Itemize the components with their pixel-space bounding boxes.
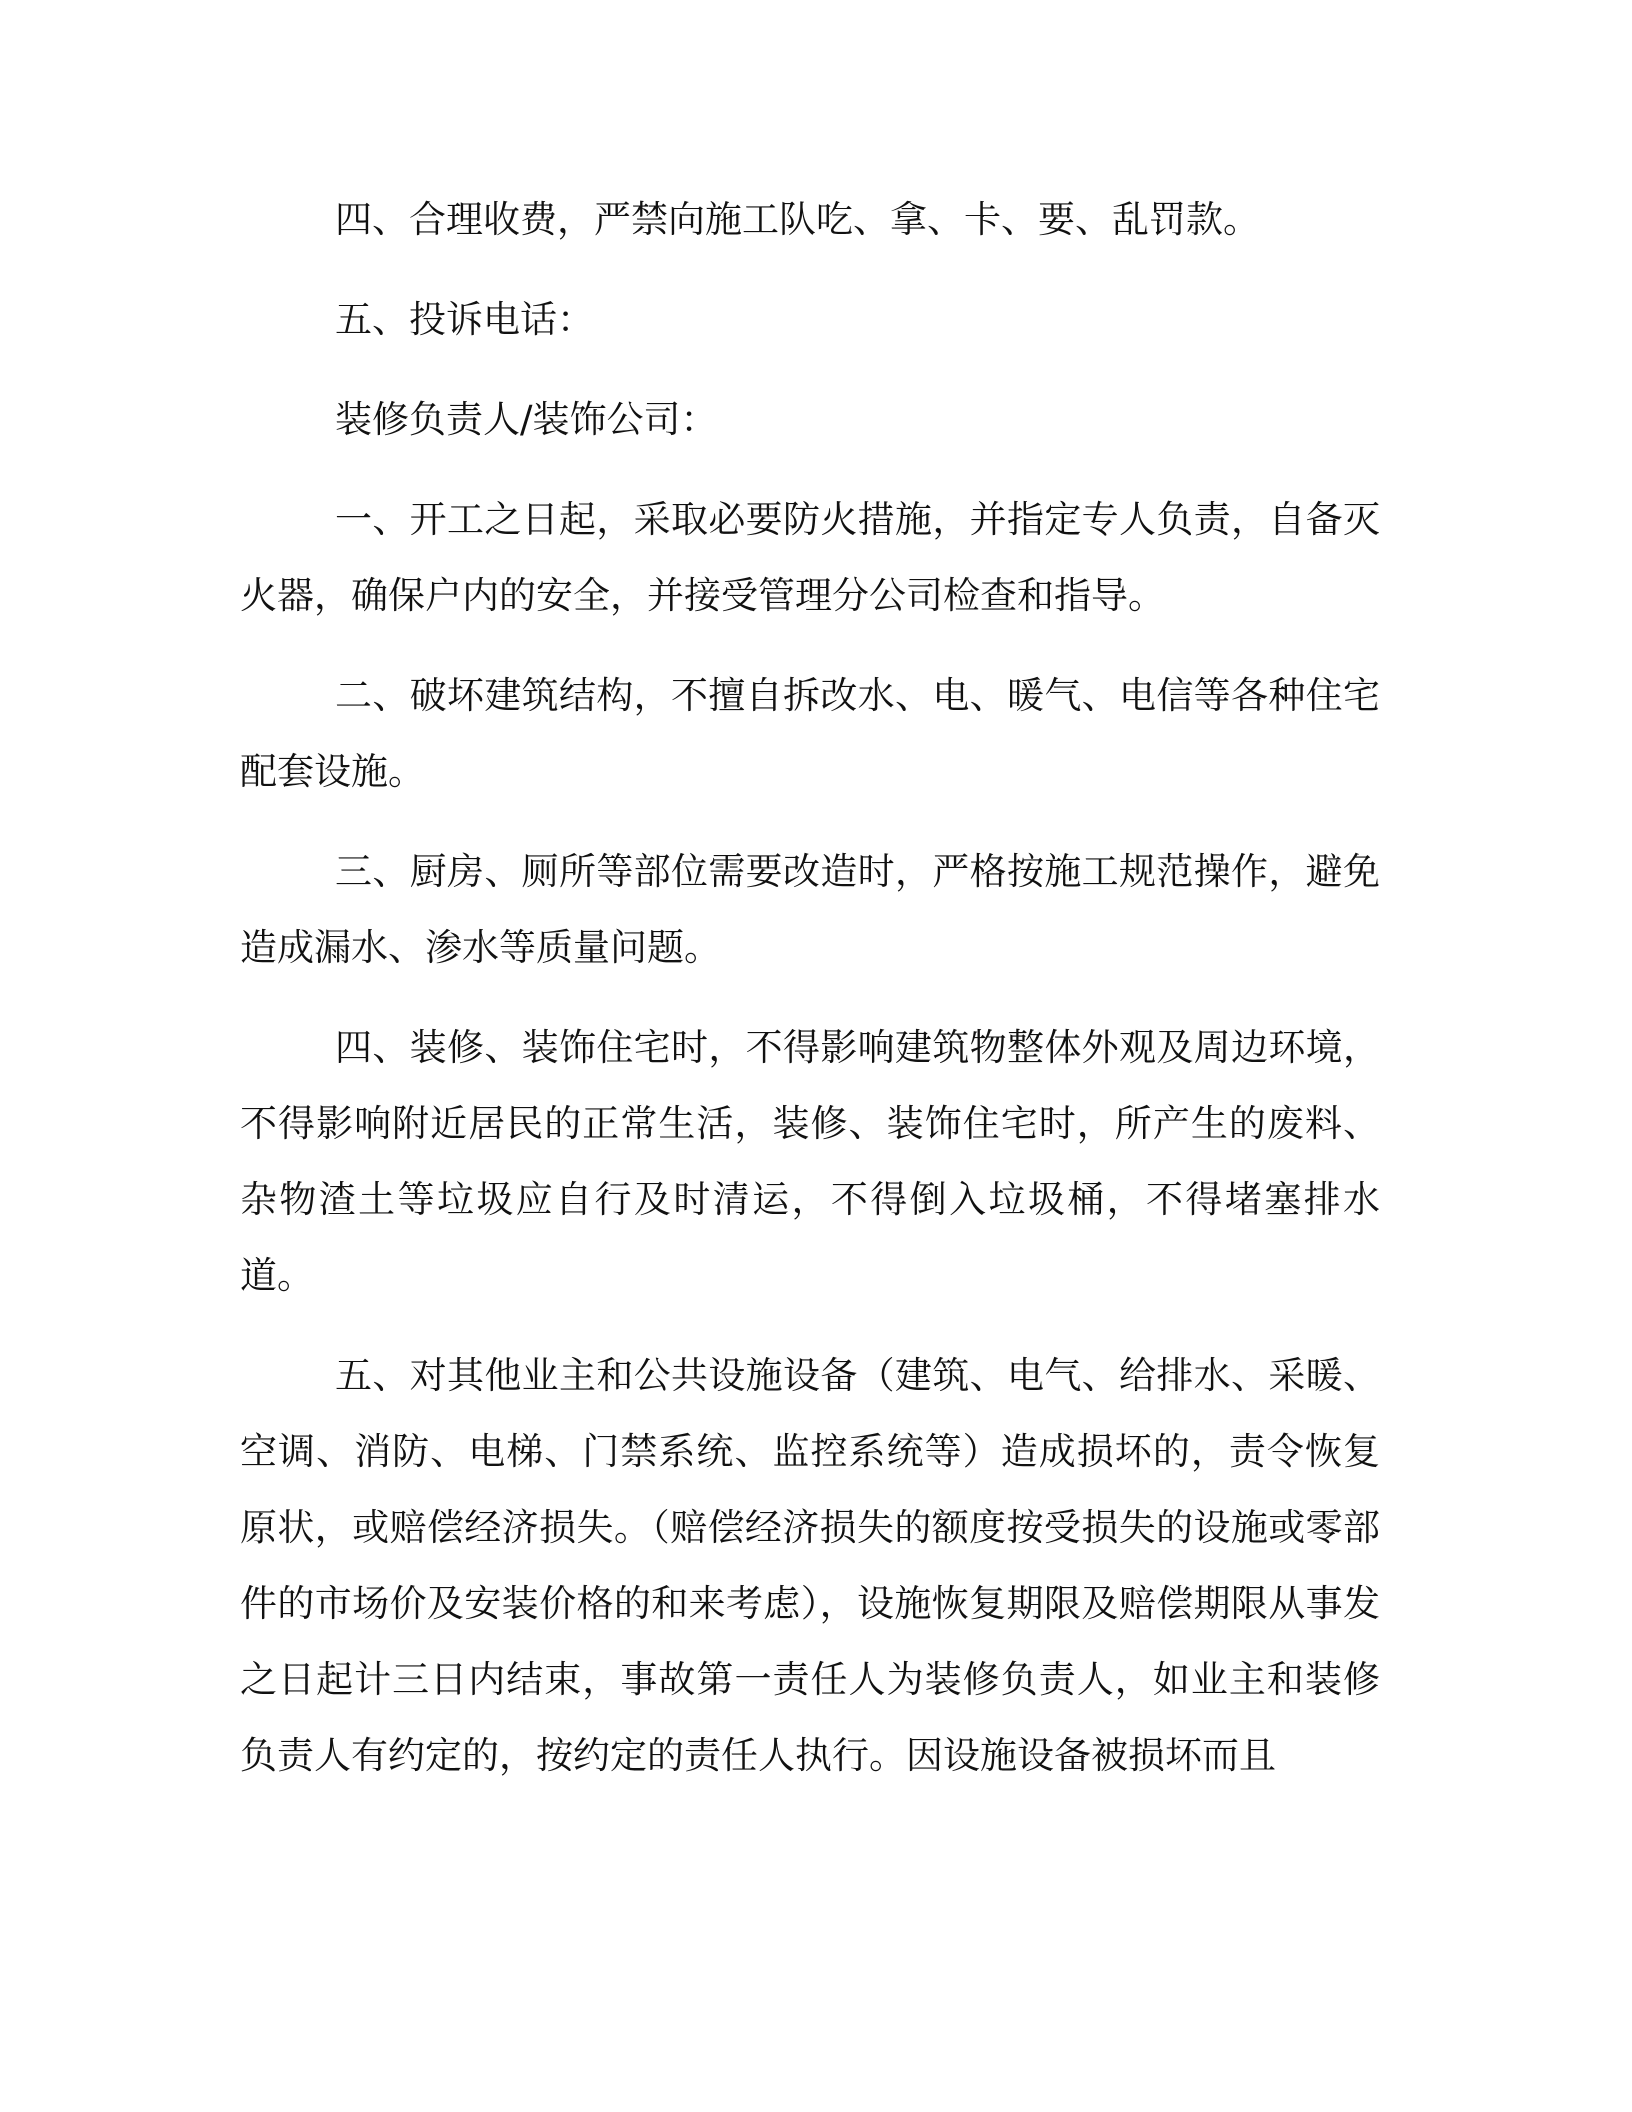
paragraph-fees: 四、合理收费，严禁向施工队吃、拿、卡、要、乱罚款。 <box>335 198 1260 241</box>
paragraph-fire-safety: 一、开工之日起，采取必要防火措施，并指定专人负责，自备灭火器，确保户内的安全，并接受管理分公司检查和指导。 <box>240 498 1380 617</box>
paragraph-damage-liability: 五、对其他业主和公共设施设备（建筑、电气、给排水、采暖、空调、消防、电梯、门禁系统、监控系统等）造成损坏的，责令恢复原状，或赔偿经济损失。（赔偿经济损失的额度按受损失的设施或零部件的市场价及安装价格的和来考虑），设施恢复期限及赔偿期限从事发之日起计三日内结束，事故第一责任人为装修负责人，如业主和装修负责人有约定的，按约定的责任人执行。因设施设备被损坏而且 <box>240 1354 1380 1777</box>
paragraph-renovation-lead: 装修负责人/装饰公司： <box>335 398 718 441</box>
paragraph-complaint-phone: 五、投诉电话： <box>335 298 594 341</box>
document-body <box>240 182 1380 1818</box>
paragraph-appearance-waste: 四、装修、装饰住宅时，不得影响建筑物整体外观及周边环境，不得影响附近居民的正常生活，装修、装饰住宅时，所产生的废料、杂物渣土等垃圾应自行及时清运，不得倒入垃圾桶，不得堵塞排水道。 <box>240 1026 1380 1297</box>
paragraph-kitchen-bathroom: 三、厨房、厕所等部位需要改造时，严格按施工规范操作，避免造成漏水、渗水等质量问题。 <box>240 850 1380 969</box>
paragraph-structure: 二、破坏建筑结构，不擅自拆改水、电、暖气、电信等各种住宅配套设施。 <box>240 674 1380 793</box>
